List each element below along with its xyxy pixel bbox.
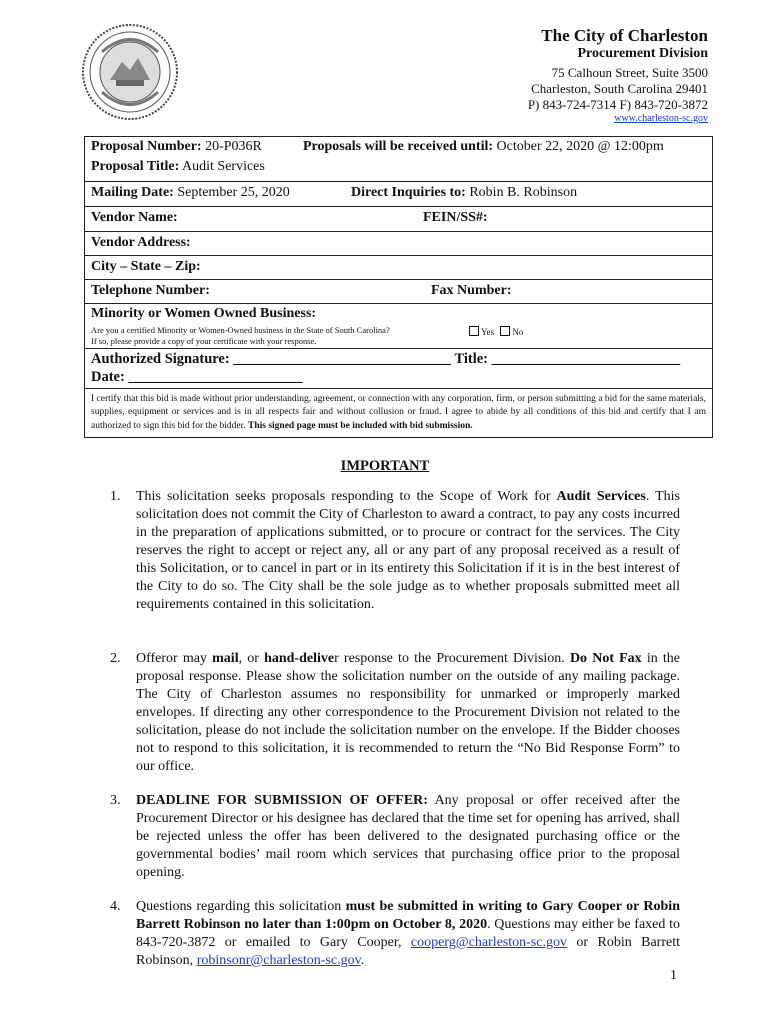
received-until-value: October 22, 2020 @ 12:00pm [496,139,664,154]
mwob-options [469,326,523,337]
no-label: No [512,327,524,337]
date-blank[interactable]: ________________________ [128,369,303,385]
vendor-address-label: Vendor Address: [91,235,191,250]
proposal-title-label: Proposal Title: [91,159,180,174]
proposal-number: 20-P036R [205,139,262,154]
vendor-address-row[interactable] [85,232,712,256]
proposal-info-row [85,137,712,182]
item-text: This solicitation seeks proposals responding to the Scope of Work for Audit Services. This solicitation does not commit the City of Charleston to award a contract, to pay any costs incurred in the preparation of applications submitted, or to procure or contract for the services. The City reserves the right to accept or reject any, all or any part of any proposal received as a result of this Solicitation, or to cancel in part or in its entirety this Solicitation if it is in the best interest of the City to do so. The City shall be the sole judge as to whether proposals submitted meet all requirements contained in this solicitation. [136,489,680,612]
website-link[interactable]: www.charleston-sc.gov [614,113,708,124]
item-text: Questions regarding this solicitation must be submitted in writing to Gary Cooper or Robin Barrett Robinson no later than 1:00pm on October 8, 2020. Questions may either be faxed to 843-720-3872 or emailed to Gary Cooper, cooperg@charleston-sc.gov or Robin Barrett Robinson, robinsonr@charleston-sc.gov. [136,899,680,968]
certify-statement: I certify that this bid is made without prior understanding, agreement, or connection with any corporation, firm, or person submitting a bid for the same materials, supplies, equipment or services and is in all respects fair and without collusion or fraud. I agree to abide by all conditions of this bid and certify that I am authorized to sign this bid for the bidder. [91,394,706,431]
certification-text [85,389,712,437]
mailing-date: September 25, 2020 [177,185,290,200]
fax-label: Fax Number: [431,283,512,298]
fein-label: FEIN/SS#: [423,210,488,225]
signature-row [85,349,712,389]
no-checkbox[interactable] [500,326,510,336]
received-until-label: Proposals will be received until: [303,139,494,154]
item-number: 4. [110,899,121,914]
phone-fax: P) 843-724-7314 F) 843-720-3872 [527,97,708,112]
list-item-1 [110,488,680,614]
signature-label: Authorized Signature: [91,351,230,367]
proposal-title: Audit Services [182,159,265,174]
vendor-name-label: Vendor Name: [91,210,178,225]
proposal-form [84,136,713,438]
title-blank[interactable]: __________________________ [491,351,681,367]
city-name: The City of Charleston [541,26,708,45]
item-number: 1. [110,489,121,504]
item-text: DEADLINE FOR SUBMISSION OF OFFER: Any proposal or offer received after the Procurement Director or his designee has declared that the time set for opening has arrived, shall be rejected unless the offer has been delivered to the designated purchasing office or the governmental bodies’ mail room which services that purchasing office prior to the proposal opening. [136,793,680,880]
list-item-3 [110,792,680,882]
item-number: 2. [110,651,121,666]
city-state-zip-label: City – State – Zip: [91,259,201,274]
telephone-label: Telephone Number: [91,283,210,298]
item-text: Offeror may mail, or hand-deliver response to the Procurement Division. Do Not Fax in the proposal response. Please show the solicitation number on the outside of any mailing package. The City of Charleston assumes no responsibility for unmarked or improperly marked envelopes. If directing any other correspondence to the Procurement Division not related to the solicitation, please do not include the solicitation number on the envelope. If the Bidder chooses not to respond to this solicitation, it is recommended to return the “No Bid Response Form” to our office. [136,651,680,774]
mwob-question: Are you a certified Minority or Women-Owned business in the State of South Carolina? [91,325,390,335]
city-seal-logo [80,22,180,122]
title-field-label: Title: [454,351,489,367]
date-label: Date: [91,369,125,385]
mwob-instruction: If so, please provide a copy of your certificate with your response. [91,336,317,346]
address-street: 75 Calhoun Street, Suite 3500 [551,65,708,80]
email-link-cooper[interactable]: cooperg@charleston-sc.gov [410,935,567,950]
item-number: 3. [110,793,121,808]
important-heading: IMPORTANT [340,458,430,474]
vendor-name-row[interactable] [85,207,712,232]
mailing-row [85,182,712,207]
certify-requirement: This signed page must be included with bid submission. [248,420,473,431]
mwob-label: Minority or Women Owned Business: [91,306,317,321]
inquiries-contact: Robin B. Robinson [469,185,578,200]
signature-blank[interactable]: ______________________________ [233,351,451,367]
yes-label: Yes [481,327,495,337]
email-link-robinson[interactable]: robinsonr@charleston-sc.gov [196,953,361,968]
proposal-number-label: Proposal Number: [91,139,202,154]
address-city: Charleston, South Carolina 29401 [531,81,708,96]
telephone-row[interactable] [85,280,712,304]
mailing-date-label: Mailing Date: [91,185,174,200]
page-number: 1 [670,968,677,983]
list-item-2 [110,650,680,776]
list-item-4 [110,898,680,970]
city-state-zip-row[interactable] [85,256,712,280]
inquiries-label: Direct Inquiries to: [351,185,466,200]
mwob-row [85,304,712,349]
yes-checkbox[interactable] [469,326,479,336]
division-name: Procurement Division [577,46,708,61]
